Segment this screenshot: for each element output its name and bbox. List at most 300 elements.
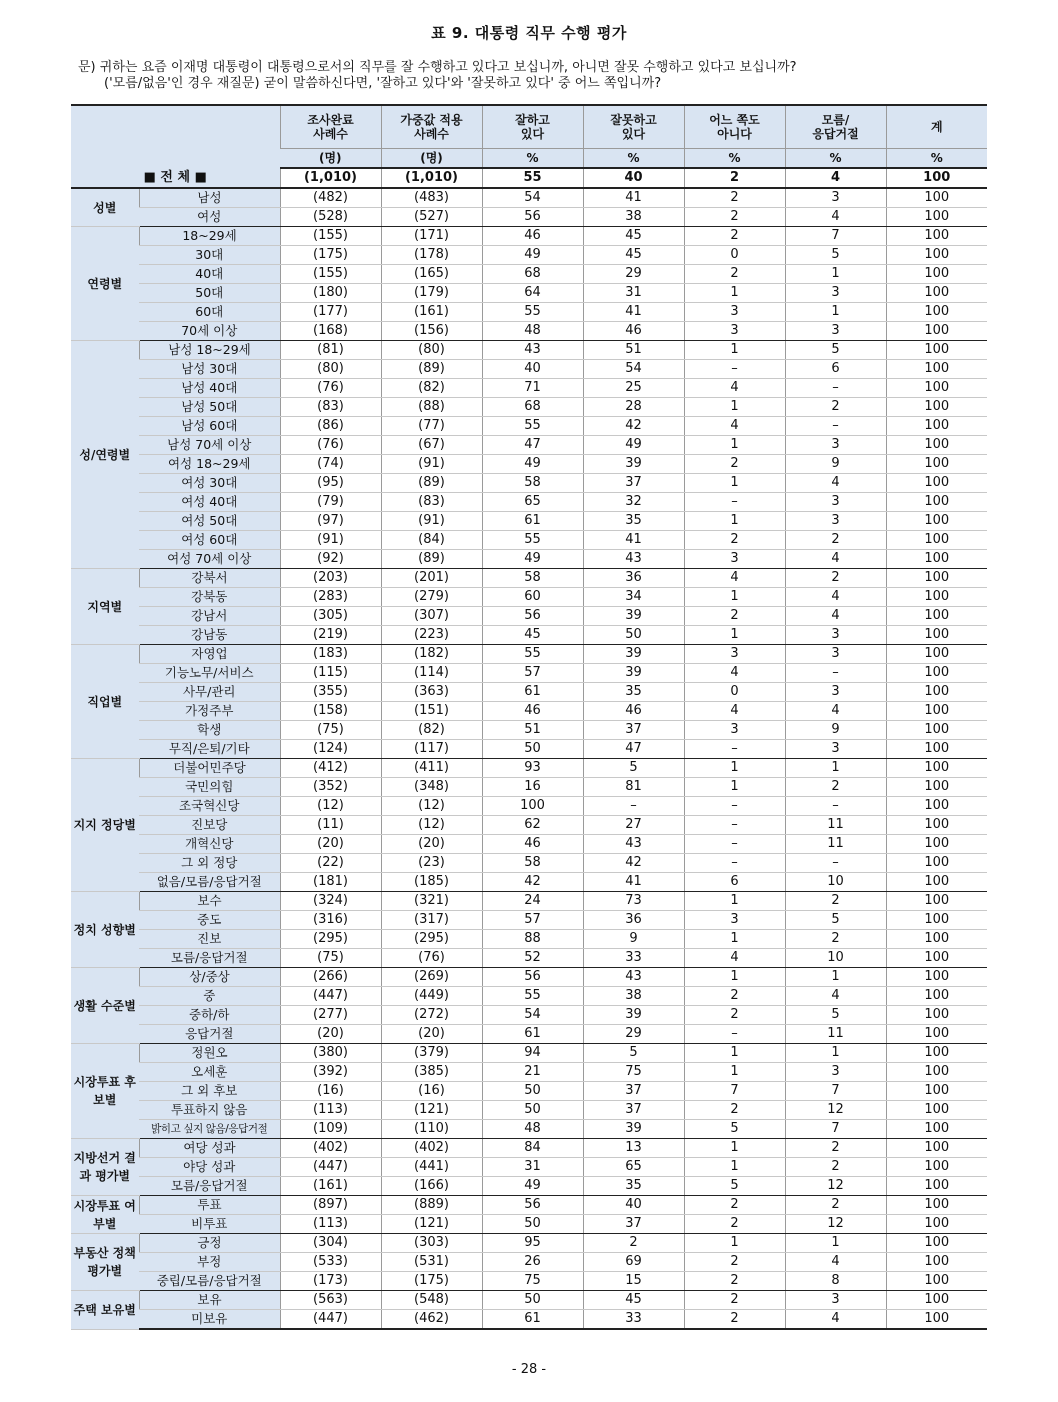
row-label: 모름/응답거절 xyxy=(139,949,280,968)
table-cell: (279) xyxy=(381,588,482,607)
table-cell: (531) xyxy=(381,1253,482,1272)
table-row xyxy=(71,303,987,322)
table-cell: 100 xyxy=(886,702,987,721)
table-row xyxy=(71,607,987,626)
table-cell: – xyxy=(785,664,886,683)
row-label: 더불어민주당 xyxy=(139,759,280,778)
table-cell: 39 xyxy=(583,664,684,683)
table-cell: 100 xyxy=(886,474,987,493)
table-cell: (185) xyxy=(381,873,482,892)
table-row xyxy=(71,1177,987,1196)
table-cell: 75 xyxy=(482,1272,583,1291)
table-cell: 40 xyxy=(583,1196,684,1215)
table-row xyxy=(71,1006,987,1025)
table-row xyxy=(71,626,987,645)
row-label: 그 외 후보 xyxy=(139,1082,280,1101)
table-cell: (82) xyxy=(381,379,482,398)
table-cell: 3 xyxy=(785,493,886,512)
group-label: 성/연령별 xyxy=(71,341,139,569)
table-cell: 6 xyxy=(684,873,785,892)
table-cell: 100 xyxy=(886,778,987,797)
column-header: 잘하고 있다 xyxy=(482,105,583,149)
table-cell: 3 xyxy=(785,322,886,341)
row-label: 남성 40대 xyxy=(139,379,280,398)
table-cell: 11 xyxy=(785,816,886,835)
survey-question xyxy=(78,60,988,92)
table-cell: – xyxy=(684,854,785,873)
table-cell: 1 xyxy=(785,1044,886,1063)
group-label: 주택 보유별 xyxy=(71,1291,139,1330)
group-label: 부동산 정책 평가별 xyxy=(71,1234,139,1291)
row-label: 진보당 xyxy=(139,816,280,835)
row-label: 밝히고 싶지 않음/응답거절 xyxy=(139,1120,280,1139)
table-cell: 25 xyxy=(583,379,684,398)
table-cell: 2 xyxy=(684,987,785,1006)
table-row xyxy=(71,721,987,740)
table-row xyxy=(71,436,987,455)
row-label: 긍정 xyxy=(139,1234,280,1253)
row-label: 중하/하 xyxy=(139,1006,280,1025)
table-cell: 43 xyxy=(583,550,684,569)
table-cell: (91) xyxy=(280,531,381,550)
table-cell: 4 xyxy=(684,664,785,683)
table-cell: 6 xyxy=(785,360,886,379)
table-cell: 58 xyxy=(482,569,583,588)
row-label: 무직/은퇴/기타 xyxy=(139,740,280,759)
table-cell: 36 xyxy=(583,569,684,588)
group-label: 시장투표 여부별 xyxy=(71,1196,139,1234)
table-cell: (528) xyxy=(280,208,381,227)
table-row xyxy=(71,398,987,417)
table-cell: 49 xyxy=(482,1177,583,1196)
table-cell: 88 xyxy=(482,930,583,949)
table-cell: (304) xyxy=(280,1234,381,1253)
table-cell: (379) xyxy=(381,1044,482,1063)
table-row xyxy=(71,987,987,1006)
table-cell: (305) xyxy=(280,607,381,626)
table-cell: (88) xyxy=(381,398,482,417)
row-label: 그 외 정당 xyxy=(139,854,280,873)
table-cell: 61 xyxy=(482,683,583,702)
table-cell: 45 xyxy=(482,626,583,645)
row-label: 투표 xyxy=(139,1196,280,1215)
table-cell: 100 xyxy=(886,436,987,455)
table-cell: 1 xyxy=(785,265,886,284)
table-cell: (82) xyxy=(381,721,482,740)
table-cell: 100 xyxy=(886,1272,987,1291)
table-cell: 3 xyxy=(785,188,886,208)
table-cell: (20) xyxy=(280,1025,381,1044)
table-cell: (295) xyxy=(381,930,482,949)
table-row xyxy=(71,797,987,816)
table-row xyxy=(71,1272,987,1291)
table-cell: 100 xyxy=(886,930,987,949)
table-cell: 29 xyxy=(583,1025,684,1044)
table-row xyxy=(71,702,987,721)
table-cell: 1 xyxy=(684,436,785,455)
table-cell: (151) xyxy=(381,702,482,721)
table-cell: – xyxy=(684,360,785,379)
table-row xyxy=(71,1158,987,1177)
table-cell: 57 xyxy=(482,664,583,683)
table-cell: 100 xyxy=(886,835,987,854)
table-cell: – xyxy=(684,835,785,854)
table-cell: 100 xyxy=(886,1310,987,1330)
table-row xyxy=(71,911,987,930)
question-line-2: ('모름/없음'인 경우 재질문) 굳이 말씀하신다면, '잘하고 있다'와 '잘못하고 있다' 중 어느 쪽입니까? xyxy=(104,76,662,91)
table-cell: (483) xyxy=(381,188,482,208)
table-row xyxy=(71,474,987,493)
table-cell: 100 xyxy=(886,1006,987,1025)
table-cell: 100 xyxy=(886,322,987,341)
table-cell: (97) xyxy=(280,512,381,531)
table-cell: (12) xyxy=(280,797,381,816)
row-label: 강북서 xyxy=(139,569,280,588)
table-cell: (12) xyxy=(381,816,482,835)
table-cell: 46 xyxy=(482,702,583,721)
table-cell: (181) xyxy=(280,873,381,892)
total-label: ■ 전 체 ■ xyxy=(71,168,280,188)
table-cell: 100 xyxy=(886,550,987,569)
table-cell: 61 xyxy=(482,1310,583,1330)
table-cell: 29 xyxy=(583,265,684,284)
table-cell: 39 xyxy=(583,607,684,626)
table-cell: 4 xyxy=(785,987,886,1006)
row-label: 오세훈 xyxy=(139,1063,280,1082)
table-cell: 9 xyxy=(785,721,886,740)
table-cell: 58 xyxy=(482,854,583,873)
header-row xyxy=(71,105,987,149)
table-cell: 100 xyxy=(886,759,987,778)
table-cell: 3 xyxy=(684,645,785,664)
row-label: 없음/모름/응답거절 xyxy=(139,873,280,892)
table-cell: (283) xyxy=(280,588,381,607)
table-cell: 100 xyxy=(886,1234,987,1253)
table-cell: 4 xyxy=(785,168,886,188)
table-cell: 56 xyxy=(482,607,583,626)
table-cell: 46 xyxy=(583,702,684,721)
table-cell: (114) xyxy=(381,664,482,683)
table-cell: 40 xyxy=(583,168,684,188)
table-cell: 73 xyxy=(583,892,684,911)
row-label: 여성 60대 xyxy=(139,531,280,550)
table-cell: 1 xyxy=(785,1234,886,1253)
table-cell: 57 xyxy=(482,911,583,930)
table-row xyxy=(71,645,987,664)
table-cell: 8 xyxy=(785,1272,886,1291)
row-label: 보유 xyxy=(139,1291,280,1310)
row-label: 야당 성과 xyxy=(139,1158,280,1177)
table-row xyxy=(71,759,987,778)
table-cell: 4 xyxy=(785,474,886,493)
table-cell: 50 xyxy=(482,1082,583,1101)
row-label: 보수 xyxy=(139,892,280,911)
table-cell: 12 xyxy=(785,1215,886,1234)
row-label: 강북동 xyxy=(139,588,280,607)
table-cell: 62 xyxy=(482,816,583,835)
table-cell: 21 xyxy=(482,1063,583,1082)
table-cell: (74) xyxy=(280,455,381,474)
table-cell: 32 xyxy=(583,493,684,512)
row-label: 남성 70세 이상 xyxy=(139,436,280,455)
table-cell: 50 xyxy=(583,626,684,645)
table-cell: 100 xyxy=(886,1120,987,1139)
table-cell: 35 xyxy=(583,512,684,531)
table-cell: 31 xyxy=(482,1158,583,1177)
group-label: 정치 성향별 xyxy=(71,892,139,968)
table-cell: 100 xyxy=(886,683,987,702)
group-label: 연령별 xyxy=(71,227,139,341)
table-cell: (75) xyxy=(280,721,381,740)
table-cell: 55 xyxy=(482,987,583,1006)
table-cell: (76) xyxy=(381,949,482,968)
table-cell: 4 xyxy=(684,702,785,721)
table-cell: 1 xyxy=(684,930,785,949)
row-label: 중도 xyxy=(139,911,280,930)
table-cell: 71 xyxy=(482,379,583,398)
table-row xyxy=(71,892,987,911)
table-cell: (115) xyxy=(280,664,381,683)
table-cell: 2 xyxy=(785,892,886,911)
table-cell: 28 xyxy=(583,398,684,417)
table-cell: (161) xyxy=(280,1177,381,1196)
column-header: 어느 쪽도 아니다 xyxy=(684,105,785,149)
table-row xyxy=(71,417,987,436)
table-cell: (84) xyxy=(381,531,482,550)
table-row xyxy=(71,208,987,227)
table-cell: 100 xyxy=(886,569,987,588)
table-cell: 1 xyxy=(684,626,785,645)
table-row xyxy=(71,1215,987,1234)
table-cell: (352) xyxy=(280,778,381,797)
table-cell: 100 xyxy=(886,1253,987,1272)
table-cell: 41 xyxy=(583,188,684,208)
table-cell: 100 xyxy=(886,854,987,873)
table-cell: 34 xyxy=(583,588,684,607)
table-cell: 0 xyxy=(684,246,785,265)
table-cell: (20) xyxy=(381,835,482,854)
table-cell: 100 xyxy=(886,398,987,417)
table-cell: 2 xyxy=(684,1272,785,1291)
header-corner xyxy=(71,105,280,168)
table-cell: 2 xyxy=(684,188,785,208)
table-cell: 100 xyxy=(886,1044,987,1063)
table-cell: 100 xyxy=(886,911,987,930)
table-cell: (412) xyxy=(280,759,381,778)
table-cell: (20) xyxy=(280,835,381,854)
table-row xyxy=(71,455,987,474)
column-header: 모름/ 응답거절 xyxy=(785,105,886,149)
table-cell: 84 xyxy=(482,1139,583,1158)
table-cell: 1 xyxy=(684,284,785,303)
row-label: 정원오 xyxy=(139,1044,280,1063)
table-cell: (462) xyxy=(381,1310,482,1330)
table-cell: (447) xyxy=(280,1158,381,1177)
table-cell: 100 xyxy=(886,1101,987,1120)
table-cell: 100 xyxy=(886,664,987,683)
table-cell: 51 xyxy=(482,721,583,740)
table-cell: (16) xyxy=(381,1082,482,1101)
table-cell: 2 xyxy=(785,1196,886,1215)
table-cell: 64 xyxy=(482,284,583,303)
table-cell: (392) xyxy=(280,1063,381,1082)
table-cell: 61 xyxy=(482,1025,583,1044)
table-cell: 54 xyxy=(482,1006,583,1025)
table-cell: 100 xyxy=(886,493,987,512)
table-cell: 68 xyxy=(482,398,583,417)
table-header xyxy=(71,105,987,168)
table-cell: (563) xyxy=(280,1291,381,1310)
table-cell: 5 xyxy=(785,1006,886,1025)
table-row xyxy=(71,1139,987,1158)
table-cell: 2 xyxy=(684,168,785,188)
table-cell: 41 xyxy=(583,873,684,892)
table-cell: 1 xyxy=(684,1234,785,1253)
table-cell: 3 xyxy=(684,303,785,322)
table-cell: 3 xyxy=(785,645,886,664)
table-cell: (447) xyxy=(280,1310,381,1330)
table-cell: 36 xyxy=(583,911,684,930)
row-label: 부정 xyxy=(139,1253,280,1272)
table-cell: (548) xyxy=(381,1291,482,1310)
table-cell: 3 xyxy=(785,1291,886,1310)
table-cell: (482) xyxy=(280,188,381,208)
table-cell: 2 xyxy=(684,1101,785,1120)
results-table xyxy=(71,104,987,1330)
table-cell: 2 xyxy=(684,531,785,550)
table-cell: (75) xyxy=(280,949,381,968)
table-cell: 100 xyxy=(886,303,987,322)
table-cell: 2 xyxy=(684,455,785,474)
table-cell: (80) xyxy=(381,341,482,360)
table-cell: 100 xyxy=(886,607,987,626)
row-label: 사무/관리 xyxy=(139,683,280,702)
table-cell: (81) xyxy=(280,341,381,360)
table-row xyxy=(71,360,987,379)
table-cell: (182) xyxy=(381,645,482,664)
table-cell: 100 xyxy=(886,265,987,284)
table-cell: (113) xyxy=(280,1215,381,1234)
table-row xyxy=(71,246,987,265)
table-cell: 41 xyxy=(583,531,684,550)
table-cell: (411) xyxy=(381,759,482,778)
table-cell: 2 xyxy=(583,1234,684,1253)
table-cell: 5 xyxy=(583,1044,684,1063)
table-cell: 2 xyxy=(684,1291,785,1310)
group-label: 성별 xyxy=(71,188,139,227)
table-cell: 100 xyxy=(886,1215,987,1234)
table-cell: 31 xyxy=(583,284,684,303)
table-cell: (83) xyxy=(280,398,381,417)
table-cell: 39 xyxy=(583,455,684,474)
row-label: 여성 50대 xyxy=(139,512,280,531)
table-cell: (175) xyxy=(280,246,381,265)
table-cell: 42 xyxy=(583,854,684,873)
table-cell: (83) xyxy=(381,493,482,512)
table-row xyxy=(71,227,987,246)
table-cell: 37 xyxy=(583,1082,684,1101)
table-cell: (124) xyxy=(280,740,381,759)
table-cell: 38 xyxy=(583,987,684,1006)
table-cell: 37 xyxy=(583,1101,684,1120)
table-cell: (89) xyxy=(381,474,482,493)
column-unit: (명) xyxy=(381,149,482,169)
table-cell: 2 xyxy=(785,1139,886,1158)
row-label: 미보유 xyxy=(139,1310,280,1330)
table-cell: (321) xyxy=(381,892,482,911)
table-cell: (348) xyxy=(381,778,482,797)
table-cell: 1 xyxy=(785,759,886,778)
table-cell: 43 xyxy=(583,968,684,987)
table-cell: 5 xyxy=(583,759,684,778)
table-cell: 100 xyxy=(886,1158,987,1177)
table-row xyxy=(71,1025,987,1044)
table-cell: (219) xyxy=(280,626,381,645)
table-cell: (175) xyxy=(381,1272,482,1291)
table-cell: 3 xyxy=(684,550,785,569)
row-label: 진보 xyxy=(139,930,280,949)
table-cell: 100 xyxy=(886,455,987,474)
row-label: 30대 xyxy=(139,246,280,265)
row-label: 가정주부 xyxy=(139,702,280,721)
table-cell: 100 xyxy=(886,797,987,816)
table-cell: – xyxy=(785,854,886,873)
table-cell: 1 xyxy=(785,303,886,322)
table-cell: 2 xyxy=(684,1253,785,1272)
table-cell: 56 xyxy=(482,1196,583,1215)
row-label: 50대 xyxy=(139,284,280,303)
table-cell: 100 xyxy=(886,588,987,607)
table-cell: 9 xyxy=(785,455,886,474)
table-cell: (110) xyxy=(381,1120,482,1139)
table-cell: 45 xyxy=(583,246,684,265)
table-cell: 49 xyxy=(583,436,684,455)
table-cell: (316) xyxy=(280,911,381,930)
table-cell: (77) xyxy=(381,417,482,436)
table-cell: 100 xyxy=(886,1082,987,1101)
table-cell: 33 xyxy=(583,1310,684,1330)
table-cell: (201) xyxy=(381,569,482,588)
column-header: 조사완료 사례수 xyxy=(280,105,381,149)
table-row xyxy=(71,1063,987,1082)
table-cell: 7 xyxy=(785,227,886,246)
table-cell: (117) xyxy=(381,740,482,759)
table-cell: 48 xyxy=(482,322,583,341)
table-cell: 100 xyxy=(886,1139,987,1158)
table-cell: (363) xyxy=(381,683,482,702)
table-cell: (67) xyxy=(381,436,482,455)
table-cell: (266) xyxy=(280,968,381,987)
table-cell: 1 xyxy=(684,588,785,607)
table-cell: 51 xyxy=(583,341,684,360)
table-cell: 52 xyxy=(482,949,583,968)
table-cell: 68 xyxy=(482,265,583,284)
table-cell: 100 xyxy=(886,968,987,987)
table-cell: (449) xyxy=(381,987,482,1006)
table-cell: 1 xyxy=(684,968,785,987)
table-row xyxy=(71,1234,987,1253)
table-row xyxy=(71,930,987,949)
table-cell: (155) xyxy=(280,265,381,284)
row-label: 강남서 xyxy=(139,607,280,626)
table-cell: 33 xyxy=(583,949,684,968)
table-cell: 100 xyxy=(886,1177,987,1196)
table-cell: 100 xyxy=(886,987,987,1006)
table-row xyxy=(71,683,987,702)
row-label: 모름/응답거절 xyxy=(139,1177,280,1196)
table-cell: (203) xyxy=(280,569,381,588)
table-cell: (161) xyxy=(381,303,482,322)
